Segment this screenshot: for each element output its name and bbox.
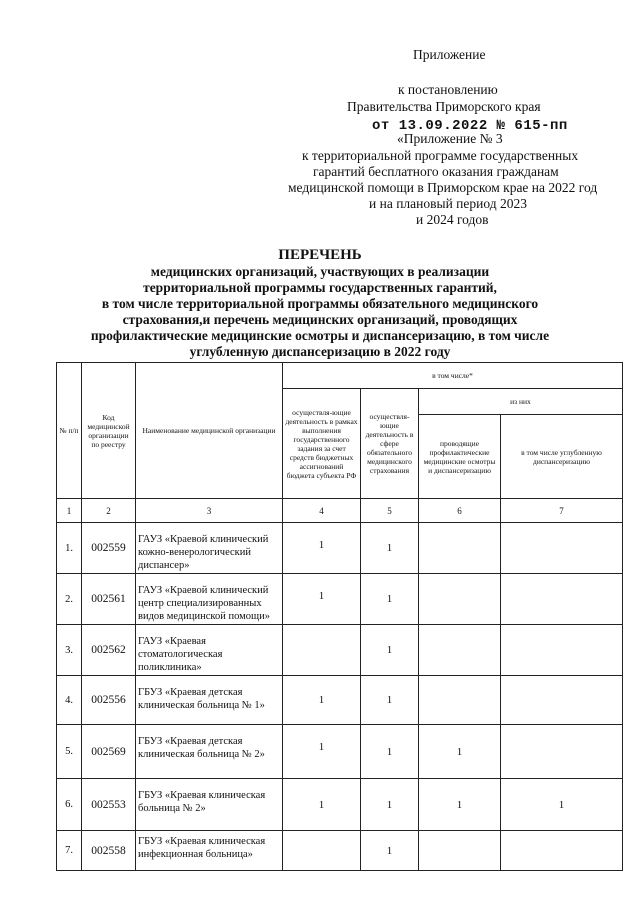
row-org-name: ГАУЗ «Краевой клинический кожно-венерологический диспансер»	[136, 523, 283, 574]
row-code: 002553	[82, 779, 136, 831]
col-number: 3	[136, 499, 283, 523]
row-org-name: ГБУЗ «Краевая детская клиническая больница № 1»	[136, 676, 283, 725]
row-code: 002558	[82, 831, 136, 871]
row-index: 5.	[57, 725, 82, 779]
header-deep: в том числе углубленную диспансеризацию	[501, 415, 623, 499]
row-org-name: ГБУЗ «Краевая клиническая инфекционная больница»	[136, 831, 283, 871]
row-budget-mark: 1	[283, 779, 361, 831]
row-code: 002556	[82, 676, 136, 725]
row-index: 2.	[57, 574, 82, 625]
header-of-them: из них	[419, 389, 623, 415]
resolution-label: к постановлению	[398, 82, 498, 97]
title-line: профилактические медицинские осмотры и диспансеризацию, в том числе	[90, 328, 550, 343]
row-index: 3.	[57, 625, 82, 676]
row-deep-mark	[501, 831, 623, 871]
appendix3-label: «Приложение № 3	[397, 131, 503, 146]
appendix-label: Приложение	[413, 47, 486, 62]
row-budget-mark	[283, 625, 361, 676]
row-checkups-mark: 1	[419, 725, 501, 779]
row-org-name: ГАУЗ «Краевой клинический центр специализированных видов медицинской помощи»	[136, 574, 283, 625]
row-org-name: ГБУЗ «Краевая детская клиническая больница № 2»	[136, 725, 283, 779]
row-oms-mark: 1	[361, 725, 419, 779]
row-org-name: ГАУЗ «Краевая стоматологическая поликлиника»	[136, 625, 283, 676]
row-oms-mark: 1	[361, 831, 419, 871]
header-checkups: проводящие профилактические медицинские осмотры и диспансеризацию	[419, 415, 501, 499]
program-line-2: гарантий бесплатного оказания гражданам	[313, 164, 559, 179]
program-line-1: к территориальной программе государственных	[302, 148, 579, 163]
title-main: ПЕРЕЧЕНЬ	[278, 247, 362, 263]
row-oms-mark: 1	[361, 625, 419, 676]
row-budget-mark: 1	[283, 574, 361, 625]
title-line: медицинских организаций, участвующих в реализации	[150, 264, 490, 279]
row-org-name: ГБУЗ «Краевая клиническая больница № 2»	[136, 779, 283, 831]
header-including: в том числе*	[283, 363, 623, 389]
col-number: 4	[283, 499, 361, 523]
col-number: 5	[361, 499, 419, 523]
row-deep-mark	[501, 523, 623, 574]
title-line: страхования,и перечень медицинских организаций, проводящих	[122, 312, 518, 327]
row-checkups-mark	[419, 831, 501, 871]
header-name: Наименование медицинской организации	[136, 363, 283, 499]
title-line: в том числе территориальной программы обязательного медицинского	[101, 296, 539, 311]
row-budget-mark: 1	[283, 725, 361, 779]
row-deep-mark	[501, 725, 623, 779]
row-deep-mark	[501, 676, 623, 725]
row-index: 1.	[57, 523, 82, 574]
row-checkups-mark	[419, 523, 501, 574]
row-code: 002569	[82, 725, 136, 779]
row-deep-mark	[501, 625, 623, 676]
row-code: 002562	[82, 625, 136, 676]
row-oms-mark: 1	[361, 523, 419, 574]
row-checkups-mark	[419, 625, 501, 676]
table-row	[57, 779, 623, 831]
row-oms-mark: 1	[361, 779, 419, 831]
table-row	[57, 831, 623, 871]
table-row	[57, 574, 623, 625]
row-checkups-mark: 1	[419, 779, 501, 831]
resolution-stamp: от 13.09.2022 № 615-пп	[372, 118, 568, 134]
table-row	[57, 676, 623, 725]
row-code: 002559	[82, 523, 136, 574]
header-oms: осуществля-ющие деятельность в сфере обязательного медицинского страхования	[361, 389, 419, 499]
header-idx: № п/п	[57, 363, 82, 499]
title-line: углубленную диспансеризацию в 2022 году	[189, 344, 451, 359]
col-number: 2	[82, 499, 136, 523]
row-checkups-mark	[419, 676, 501, 725]
row-index: 7.	[57, 831, 82, 871]
row-code: 002561	[82, 574, 136, 625]
col-number: 7	[501, 499, 623, 523]
row-checkups-mark	[419, 574, 501, 625]
col-number: 6	[419, 499, 501, 523]
program-line-5: и 2024 годов	[416, 212, 489, 227]
column-numbers-row	[57, 499, 623, 523]
row-oms-mark: 1	[361, 574, 419, 625]
row-deep-mark: 1	[501, 779, 623, 831]
header-code: Код медицинской организации по реестру	[82, 363, 136, 499]
program-line-3: медицинской помощи в Приморском крае на 2022 год	[288, 180, 598, 195]
header-budget: осуществля-ющие деятельность в рамках выполнения государственного задания за счет средств бюджетных ассигнований бюджета субъекта РФ	[283, 389, 361, 499]
table-row	[57, 625, 623, 676]
government-label: Правительства Приморского края	[347, 99, 541, 114]
organizations-table	[56, 362, 623, 871]
row-index: 4.	[57, 676, 82, 725]
table-row	[57, 523, 623, 574]
row-budget-mark: 1	[283, 523, 361, 574]
row-oms-mark: 1	[361, 676, 419, 725]
program-line-4: и на плановый период 2023	[369, 196, 527, 211]
header-row	[57, 363, 623, 389]
document-title	[0, 247, 640, 360]
row-budget-mark: 1	[283, 676, 361, 725]
col-number: 1	[57, 499, 82, 523]
row-budget-mark	[283, 831, 361, 871]
title-line: территориальной программы государственных гарантий,	[143, 280, 497, 295]
table-row	[57, 725, 623, 779]
row-deep-mark	[501, 574, 623, 625]
row-index: 6.	[57, 779, 82, 831]
